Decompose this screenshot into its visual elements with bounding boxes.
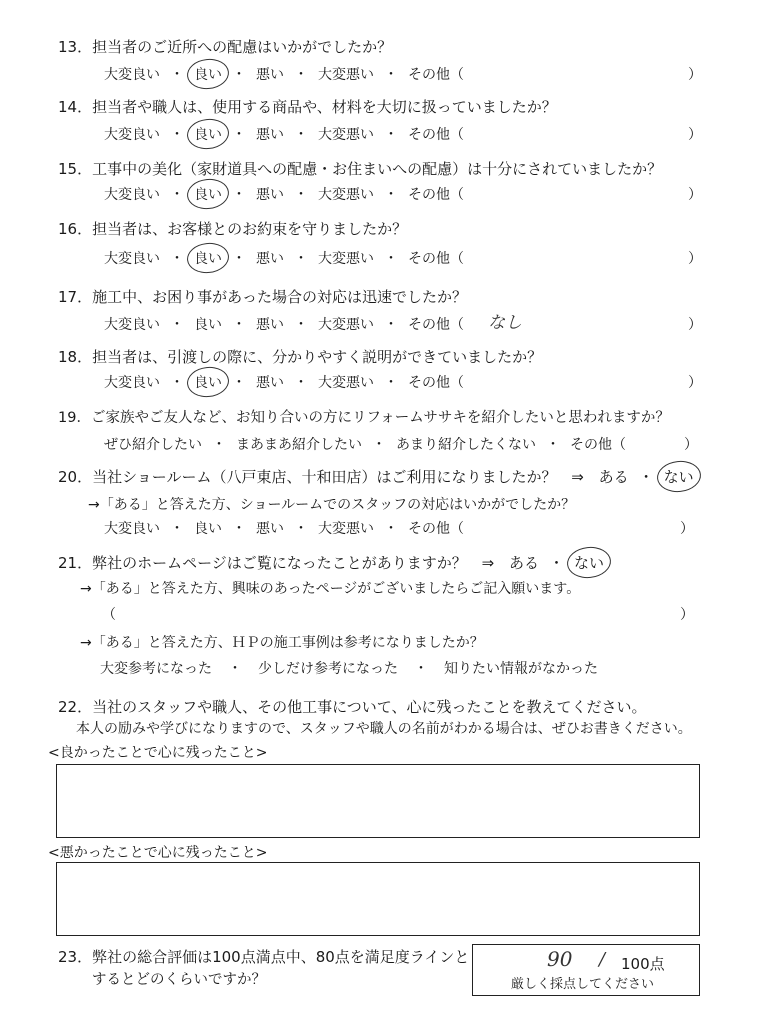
q13-options: 大変良い ・ 良い ・ 悪い ・ 大変悪い ・ その他（ bbox=[104, 64, 464, 84]
q18-options: 大変良い ・ 良い ・ 悪い ・ 大変悪い ・ その他（ bbox=[104, 372, 464, 392]
q20-text: 20．当社ショールーム（八戸東店、十和田店）はご利用になりましたか？ bbox=[58, 468, 557, 486]
q14-option-very-bad[interactable]: 大変悪い bbox=[318, 127, 374, 143]
q17-option-other[interactable]: その他（ bbox=[408, 317, 464, 333]
q14-options: 大変良い ・ 良い ・ 悪い ・ 大変悪い ・ その他（ bbox=[104, 124, 464, 144]
q15-option-bad[interactable]: 悪い bbox=[256, 187, 284, 203]
question-23-line2: するとどのくらいですか？ bbox=[92, 972, 266, 988]
q14-close-paren: ） bbox=[688, 127, 702, 143]
q21-option-not-found[interactable]: 知りたい情報がなかった bbox=[444, 661, 598, 677]
q18-option-very-bad[interactable]: 大変悪い bbox=[318, 375, 374, 391]
q17-close-paren: ） bbox=[688, 317, 702, 333]
q20-arrow: ⇒ bbox=[571, 468, 584, 486]
q13-option-other[interactable]: その他（ bbox=[408, 67, 464, 83]
q17-handwritten-answer: なし bbox=[488, 313, 522, 333]
q14-option-good-selected[interactable]: 良い bbox=[194, 124, 222, 144]
q13-option-good-selected[interactable]: 良い bbox=[194, 64, 222, 84]
q16-options: 大変良い ・ 良い ・ 悪い ・ 大変悪い ・ その他（ bbox=[104, 248, 464, 268]
q13-option-bad[interactable]: 悪い bbox=[256, 67, 284, 83]
q16-option-good-selected[interactable]: 良い bbox=[194, 248, 222, 268]
score-handwritten: 90 bbox=[547, 947, 573, 971]
q18-close-paren: ） bbox=[688, 375, 702, 391]
bad-memories-label: <悪かったことで心に残ったこと> bbox=[48, 845, 268, 861]
q19-close-paren: ） bbox=[684, 437, 698, 453]
q17-option-bad[interactable]: 悪い bbox=[256, 317, 284, 333]
q16-option-bad[interactable]: 悪い bbox=[256, 251, 284, 267]
q21-option-no-selected[interactable]: ない bbox=[573, 554, 604, 572]
q20-option-very-bad[interactable]: 大変悪い bbox=[318, 521, 374, 537]
q16-close-paren: ） bbox=[688, 251, 702, 267]
q20-subquestion: →「ある」と答えた方、ショールームでのスタッフの対応はいかがでしたか？ bbox=[88, 497, 576, 513]
q16-option-very-good[interactable]: 大変良い bbox=[104, 251, 160, 267]
q20-option-good[interactable]: 良い bbox=[194, 521, 222, 537]
question-14: 14．担当者や職人は、使用する商品や、材料を大切に扱っていましたか？ bbox=[58, 98, 557, 116]
q13-option-very-good[interactable]: 大変良い bbox=[104, 67, 160, 83]
q20-close-paren: ） bbox=[680, 521, 694, 537]
score-slash: / bbox=[599, 949, 606, 970]
q21-option-very-helpful[interactable]: 大変参考になった bbox=[100, 661, 212, 677]
question-20: 20．当社ショールーム（八戸東店、十和田店）はご利用になりましたか？ ⇒ ある ・ ない bbox=[58, 468, 694, 486]
q17-options: 大変良い ・ 良い ・ 悪い ・ 大変悪い ・ その他（ bbox=[104, 314, 464, 334]
q14-option-other[interactable]: その他（ bbox=[408, 127, 464, 143]
q21-subquestion-2: →「ある」と答えた方、ＨＰの施工事例は参考になりましたか？ bbox=[80, 635, 484, 651]
q21-option-yes[interactable]: ある bbox=[508, 554, 539, 572]
q15-option-very-good[interactable]: 大変良い bbox=[104, 187, 160, 203]
q13-close-paren: ） bbox=[688, 67, 702, 83]
q20-option-other[interactable]: その他（ bbox=[408, 521, 464, 537]
q17-option-very-bad[interactable]: 大変悪い bbox=[318, 317, 374, 333]
q16-option-very-bad[interactable]: 大変悪い bbox=[318, 251, 374, 267]
q15-option-good-selected[interactable]: 良い bbox=[194, 184, 222, 204]
q19-option-somewhat[interactable]: まあまあ紹介したい bbox=[236, 437, 362, 453]
question-22-line2: 本人の励みや学びになりますので、スタッフや職人の名前がわかる場合は、ぜひお書きください。 bbox=[76, 721, 692, 737]
q15-close-paren: ） bbox=[688, 187, 702, 203]
q20-option-bad[interactable]: 悪い bbox=[256, 521, 284, 537]
q14-option-very-good[interactable]: 大変良い bbox=[104, 127, 160, 143]
q19-options: ぜひ紹介したい ・ まあまあ紹介したい ・ あまり紹介したくない ・ その他（ bbox=[104, 434, 626, 454]
q15-option-very-bad[interactable]: 大変悪い bbox=[318, 187, 374, 203]
question-23: 23．弊社の総合評価は100点満点中、80点を満足度ラインと bbox=[58, 948, 470, 966]
score-box[interactable] bbox=[472, 944, 700, 996]
q14-option-bad[interactable]: 悪い bbox=[256, 127, 284, 143]
q20-option-very-good[interactable]: 大変良い bbox=[104, 521, 160, 537]
q17-option-good[interactable]: 良い bbox=[194, 317, 222, 333]
q20-option-yes[interactable]: ある bbox=[598, 468, 629, 486]
q20-option-no-selected[interactable]: ない bbox=[663, 468, 694, 486]
q16-option-other[interactable]: その他（ bbox=[408, 251, 464, 267]
q21-subquestion-1: →「ある」と答えた方、興味のあったページがございましたらご記入願います。 bbox=[80, 581, 581, 597]
question-17: 17．施工中、お困り事があった場合の対応は迅速でしたか？ bbox=[58, 288, 467, 306]
q18-option-bad[interactable]: 悪い bbox=[256, 375, 284, 391]
q21-option-slightly-helpful[interactable]: 少しだけ参考になった bbox=[258, 661, 398, 677]
bad-memories-box[interactable] bbox=[56, 862, 700, 936]
question-21: 21．弊社のホームページはご覧になったことがありますか？ ⇒ ある ・ ない bbox=[58, 554, 604, 572]
q18-option-good-selected[interactable]: 良い bbox=[194, 372, 222, 392]
q19-option-other[interactable]: その他（ bbox=[570, 437, 626, 453]
score-max: 100点 bbox=[621, 955, 665, 973]
q17-option-very-good[interactable]: 大変良い bbox=[104, 317, 160, 333]
q21-arrow: ⇒ bbox=[481, 554, 495, 572]
question-13: 13．担当者のご近所への配慮はいかがでしたか？ bbox=[58, 38, 393, 56]
q21-open-paren: （ bbox=[102, 607, 116, 623]
q15-option-other[interactable]: その他（ bbox=[408, 187, 464, 203]
q21-text: 21．弊社のホームページはご覧になったことがありますか？ bbox=[58, 554, 467, 572]
q19-option-definitely[interactable]: ぜひ紹介したい bbox=[104, 437, 202, 453]
question-19: 19．ご家族やご友人など、お知り合いの方にリフォームササキを紹介したいと思われますか？ bbox=[58, 410, 670, 426]
good-memories-label: <良かったことで心に残ったこと> bbox=[48, 745, 268, 761]
q13-option-very-bad[interactable]: 大変悪い bbox=[318, 67, 374, 83]
question-16: 16．担当者は、お客様とのお約束を守りましたか？ bbox=[58, 220, 408, 238]
q15-options: 大変良い ・ 良い ・ 悪い ・ 大変悪い ・ その他（ bbox=[104, 184, 464, 204]
q21-options: 大変参考になった ・ 少しだけ参考になった ・ 知りたい情報がなかった bbox=[100, 658, 598, 678]
q18-option-very-good[interactable]: 大変良い bbox=[104, 375, 160, 391]
question-18: 18．担当者は、引渡しの際に、分かりやすく説明ができていましたか？ bbox=[58, 348, 543, 366]
score-note: 厳しく採点してください bbox=[511, 977, 655, 992]
q21-close-paren: ） bbox=[680, 607, 694, 623]
q18-option-other[interactable]: その他（ bbox=[408, 375, 464, 391]
good-memories-box[interactable] bbox=[56, 764, 700, 838]
q19-option-not-really[interactable]: あまり紹介したくない bbox=[396, 437, 536, 453]
question-22: 22．当社のスタッフや職人、その他工事について、心に残ったことを教えてください。 bbox=[58, 698, 647, 716]
question-15: 15．工事中の美化（家財道具への配慮・お住まいへの配慮）は十分にされていましたか？ bbox=[58, 160, 663, 178]
q20-options: 大変良い ・ 良い ・ 悪い ・ 大変悪い ・ その他（ bbox=[104, 518, 464, 538]
